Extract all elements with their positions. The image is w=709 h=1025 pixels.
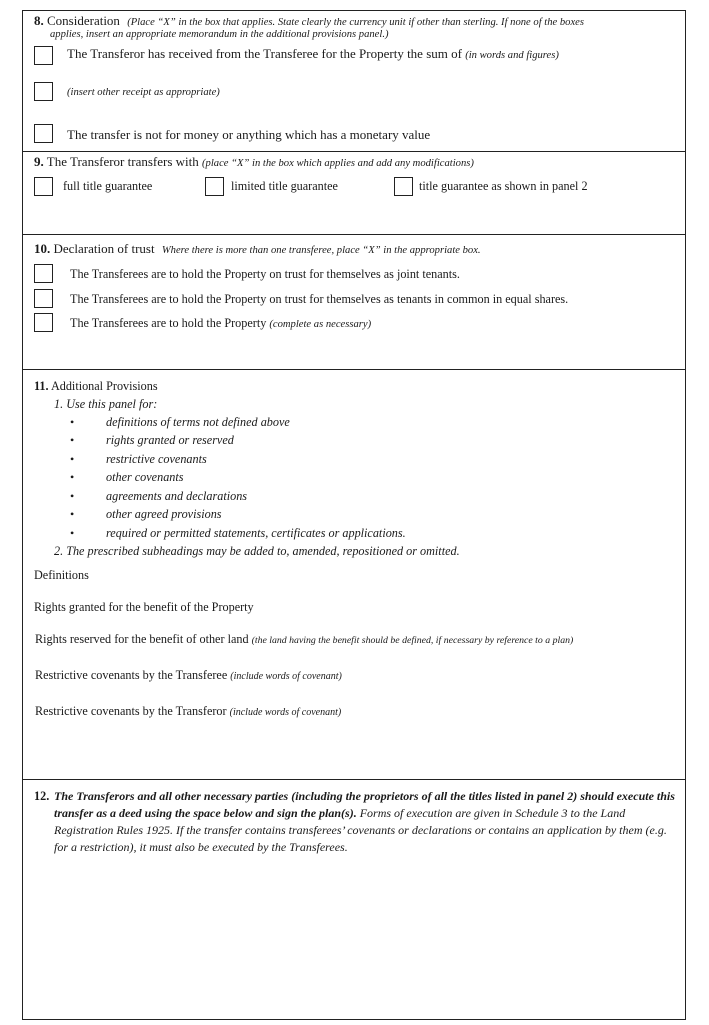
hold-property-other-checkbox[interactable] bbox=[34, 313, 53, 332]
subheading-definitions: Definitions bbox=[34, 568, 89, 582]
covenants-transferor-note: (include words of covenant) bbox=[229, 707, 342, 718]
covenants-transferor-label: Restrictive covenants by the Transferor bbox=[35, 704, 227, 718]
covenants-transferee-note: (include words of covenant) bbox=[230, 671, 342, 682]
limited-title-guarantee-label: limited title guarantee bbox=[231, 179, 338, 193]
panel-8-heading bbox=[34, 13, 584, 29]
panel-execution bbox=[23, 780, 685, 1019]
covenants-transferee-label: Restrictive covenants by the Transferee bbox=[35, 668, 228, 682]
panel-8-note-line2: applies, insert an appropriate memorandum in the additional provisions panel.) bbox=[50, 29, 389, 40]
consideration-other-note: (insert other receipt as appropriate) bbox=[67, 87, 220, 98]
panel-10-title: Declaration of trust bbox=[53, 241, 155, 256]
panel-11-instruction-1: 1. Use this panel for: bbox=[54, 397, 158, 411]
panel-8-title: Consideration bbox=[47, 13, 120, 28]
bullet-item: restrictive covenants bbox=[106, 452, 207, 466]
consideration-no-money-checkbox[interactable] bbox=[34, 124, 53, 143]
bullet-dot: • bbox=[70, 433, 75, 447]
transfer-form bbox=[22, 10, 686, 1020]
subheading-rights-reserved bbox=[35, 632, 573, 647]
subheading-rights-granted: Rights granted for the benefit of the Property bbox=[34, 600, 254, 614]
bullet-item: other covenants bbox=[106, 470, 184, 484]
panel-11-instruction-2: 2. The prescribed subheadings may be added to, amended, repositioned or omitted. bbox=[54, 544, 460, 558]
bullet-item: agreements and declarations bbox=[106, 489, 248, 503]
bullet-dot: • bbox=[70, 470, 75, 484]
panel-11-number: 11. bbox=[34, 379, 49, 393]
panel-title-guarantee bbox=[23, 152, 685, 235]
panel-10-heading bbox=[34, 241, 481, 257]
bullet-item: definitions of terms not defined above bbox=[106, 415, 290, 429]
consideration-sum-note: (in words and figures) bbox=[465, 50, 559, 61]
bullet-dot: • bbox=[70, 526, 75, 540]
panel-9-title: The Transferor transfers with bbox=[46, 154, 199, 169]
full-title-guarantee-label: full title guarantee bbox=[63, 179, 153, 193]
bullet-item: required or permitted statements, certificates or applications. bbox=[106, 526, 406, 540]
consideration-sum-text bbox=[67, 46, 559, 62]
panel-9-note: (place “X” in the box which applies and add any modifications) bbox=[202, 158, 474, 169]
limited-title-guarantee-checkbox[interactable] bbox=[205, 177, 224, 196]
bullet-dot: • bbox=[70, 507, 75, 521]
bullet-dot: • bbox=[70, 415, 75, 429]
consideration-sum-checkbox[interactable] bbox=[34, 46, 53, 65]
consideration-no-money-label: The transfer is not for money or anything which has a monetary value bbox=[67, 127, 431, 142]
bullet-item: other agreed provisions bbox=[106, 507, 222, 521]
bullet-item: rights granted or reserved bbox=[106, 433, 234, 447]
panel2-title-guarantee-checkbox[interactable] bbox=[394, 177, 413, 196]
panel-consideration bbox=[23, 11, 685, 152]
joint-tenants-checkbox[interactable] bbox=[34, 264, 53, 283]
hold-property-other-note: (complete as necessary) bbox=[269, 319, 372, 330]
panel2-title-guarantee-label: title guarantee as shown in panel 2 bbox=[419, 179, 588, 193]
panel-12-rest-text: Forms of execution are given in Schedule 3 to the Land Registration Rules 1925. If the transfer contains transferees’ covenants or declarations or contains an application by them (e.g. for a restriction), it must also be executed by the Transferees. bbox=[54, 806, 667, 854]
subheading-covenants-transferee bbox=[35, 668, 342, 683]
tenants-in-common-checkbox[interactable] bbox=[34, 289, 53, 308]
panel-9-heading bbox=[34, 154, 474, 170]
panel-11-title: Additional Provisions bbox=[50, 379, 158, 393]
rights-reserved-note: (the land having the benefit should be defined, if necessary by reference to a plan) bbox=[251, 635, 574, 646]
panel-declaration-of-trust bbox=[23, 235, 685, 370]
consideration-sum-label: The Transferor has received from the Transferee for the Property the sum of bbox=[67, 46, 462, 61]
panel-additional-provisions bbox=[23, 370, 685, 780]
panel-12-number: 12. bbox=[34, 789, 50, 803]
tenants-in-common-label: The Transferees are to hold the Property on trust for themselves as tenants in common in equal shares. bbox=[70, 292, 569, 306]
panel-8-number: 8. bbox=[34, 13, 44, 28]
panel-8-note-line1: (Place “X” in the box that applies. State clearly the currency unit if other than sterling. If none of the boxes bbox=[127, 17, 585, 28]
panel-9-number: 9. bbox=[34, 154, 44, 169]
hold-property-other-text bbox=[70, 316, 371, 331]
joint-tenants-label: The Transferees are to hold the Property on trust for themselves as joint tenants. bbox=[70, 267, 460, 281]
hold-property-other-label: The Transferees are to hold the Property bbox=[70, 316, 267, 330]
consideration-other-checkbox[interactable] bbox=[34, 82, 53, 101]
full-title-guarantee-checkbox[interactable] bbox=[34, 177, 53, 196]
subheading-covenants-transferor bbox=[35, 704, 341, 719]
panel-10-number: 10. bbox=[34, 241, 51, 256]
bullet-dot: • bbox=[70, 452, 75, 466]
bullet-dot: • bbox=[70, 489, 75, 503]
panel-10-note: Where there is more than one transferee, place “X” in the appropriate box. bbox=[161, 245, 481, 256]
panel-12-bold-text: The Transferors and all other necessary parties (including the proprietors of all the titles listed in panel 2) should execute this transfer as a deed using the space below and sign the plan(s). bbox=[54, 789, 675, 820]
panel-12-instructions bbox=[54, 788, 675, 856]
panel-11-heading bbox=[34, 379, 158, 394]
rights-reserved-label: Rights reserved for the benefit of other land bbox=[35, 632, 249, 646]
